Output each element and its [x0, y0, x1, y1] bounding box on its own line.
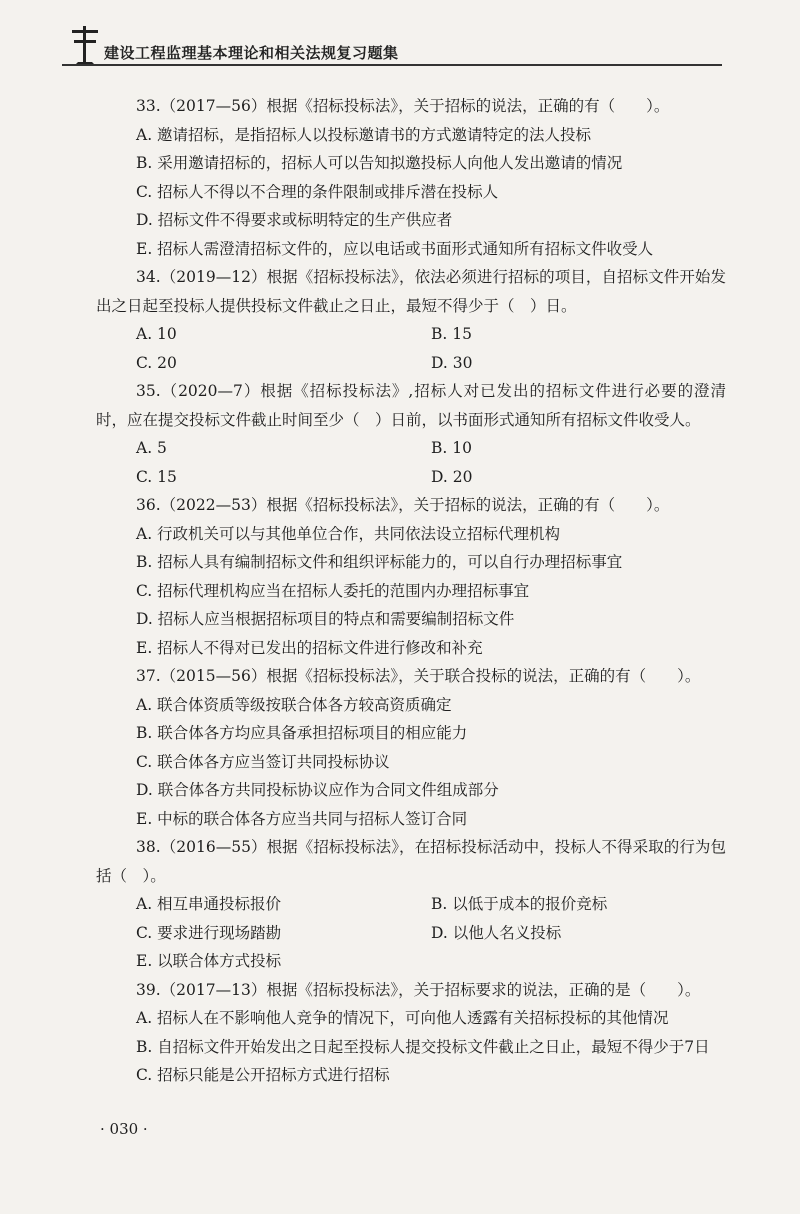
- option-a: A. 10: [136, 325, 177, 343]
- option-b: B. 联合体各方均应具备承担招标项目的相应能力: [136, 724, 468, 742]
- option-d: D. 联合体各方共同投标协议应作为合同文件组成部分: [136, 781, 499, 799]
- book-title: 建设工程监理基本理论和相关法规复习题集: [104, 44, 399, 62]
- option-c: C. 招标人不得以不合理的条件限制或排斥潜在投标人: [136, 182, 499, 201]
- question-33: [96, 92, 726, 263]
- option-d: D. 以他人名义投标: [431, 923, 562, 942]
- option-e: E. 以联合体方式投标: [136, 952, 282, 970]
- option-c: C. 要求进行现场踏勘: [136, 923, 282, 942]
- question-stem: 36.（2022—53）根据《招标投标法》，关于招标的说法，正确的有（ ）。: [136, 496, 670, 514]
- question-36: [96, 491, 726, 662]
- option-a: A. 相互串通投标报价: [136, 895, 282, 913]
- page-header: [62, 22, 722, 70]
- question-35: [96, 377, 726, 491]
- option-a: A. 5: [136, 439, 167, 457]
- option-d: D. 招标人应当根据招标项目的特点和需要编制招标文件: [136, 610, 515, 628]
- option-b: B. 15: [431, 325, 472, 343]
- options-row: [136, 349, 726, 378]
- options-row: [136, 434, 726, 463]
- option-b: B. 自招标文件开始发出之日起至投标人提交投标文件截止之日止，最短不得少于7日: [136, 1037, 710, 1056]
- option-c: C. 招标只能是公开招标方式进行招标: [136, 1066, 390, 1084]
- option-b: B. 采用邀请招标的，招标人可以告知拟邀投标人向他人发出邀请的情况: [136, 154, 623, 172]
- question-37: [96, 662, 726, 833]
- header-rule: [62, 64, 722, 66]
- options-row: [136, 320, 726, 349]
- question-list: [96, 92, 726, 1090]
- question-34: [96, 263, 726, 377]
- options-row: [136, 463, 726, 492]
- option-a: A. 邀请招标，是指招标人以投标邀请书的方式邀请特定的法人投标: [136, 125, 592, 144]
- option-a: A. 招标人在不影响他人竞争的情况下，可向他人透露有关招标投标的其他情况: [136, 1009, 669, 1027]
- option-a: A. 行政机关可以与其他单位合作，共同依法设立招标代理机构: [136, 524, 561, 543]
- question-stem: 34.（2019—12）根据《招标投标法》，依法必须进行招标的项目，自招标文件开始发出之日起至投标人提供投标文件截止之日止，最短不得少于（ ）日。: [96, 268, 726, 315]
- option-c: C. 20: [136, 353, 177, 372]
- option-c: C. 15: [136, 467, 177, 486]
- option-d: D. 招标文件不得要求或标明特定的生产供应者: [136, 211, 453, 229]
- option-c: C. 联合体各方应当签订共同投标协议: [136, 752, 390, 771]
- options-row: [136, 919, 726, 948]
- option-e: E. 招标人不得对已发出的招标文件进行修改和补充: [136, 638, 483, 657]
- option-b: B. 以低于成本的报价竞标: [431, 895, 608, 913]
- option-e: E. 招标人需澄清招标文件的，应以电话或书面形式通知所有招标文件收受人: [136, 239, 654, 258]
- option-d: D. 30: [431, 353, 473, 372]
- question-39: [96, 976, 726, 1090]
- option-c: C. 招标代理机构应当在招标人委托的范围内办理招标事宜: [136, 581, 530, 600]
- crane-tower-icon: [70, 22, 100, 68]
- page-number: · 030 ·: [100, 1120, 148, 1138]
- question-stem: 33.（2017—56）根据《招标投标法》，关于招标的说法，正确的有（ ）。: [136, 97, 670, 115]
- question-stem: 39.（2017—13）根据《招标投标法》，关于招标要求的说法，正确的是（ ）。: [136, 980, 701, 999]
- options-row: [136, 890, 726, 919]
- option-e: E. 中标的联合体各方应当共同与招标人签订合同: [136, 809, 468, 828]
- option-b: B. 10: [431, 439, 472, 457]
- question-38: [96, 833, 726, 976]
- option-d: D. 20: [431, 467, 473, 486]
- option-b: B. 招标人具有编制招标文件和组织评标能力的，可以自行办理招标事宜: [136, 553, 623, 571]
- question-stem: 37.（2015—56）根据《招标投标法》，关于联合投标的说法，正确的有（ ）。: [136, 667, 701, 685]
- option-a: A. 联合体资质等级按联合体各方较高资质确定: [136, 695, 452, 714]
- question-stem: 38.（2016—55）根据《招标投标法》，在招标投标活动中，投标人不得采取的行为包括（ ）。: [96, 838, 726, 885]
- question-stem: 35.（2020—7）根据《招标投标法》,招标人对已发出的招标文件进行必要的澄清时，应在提交投标文件截止时间至少（ ）日前，以书面形式通知所有招标文件收受人。: [96, 382, 726, 429]
